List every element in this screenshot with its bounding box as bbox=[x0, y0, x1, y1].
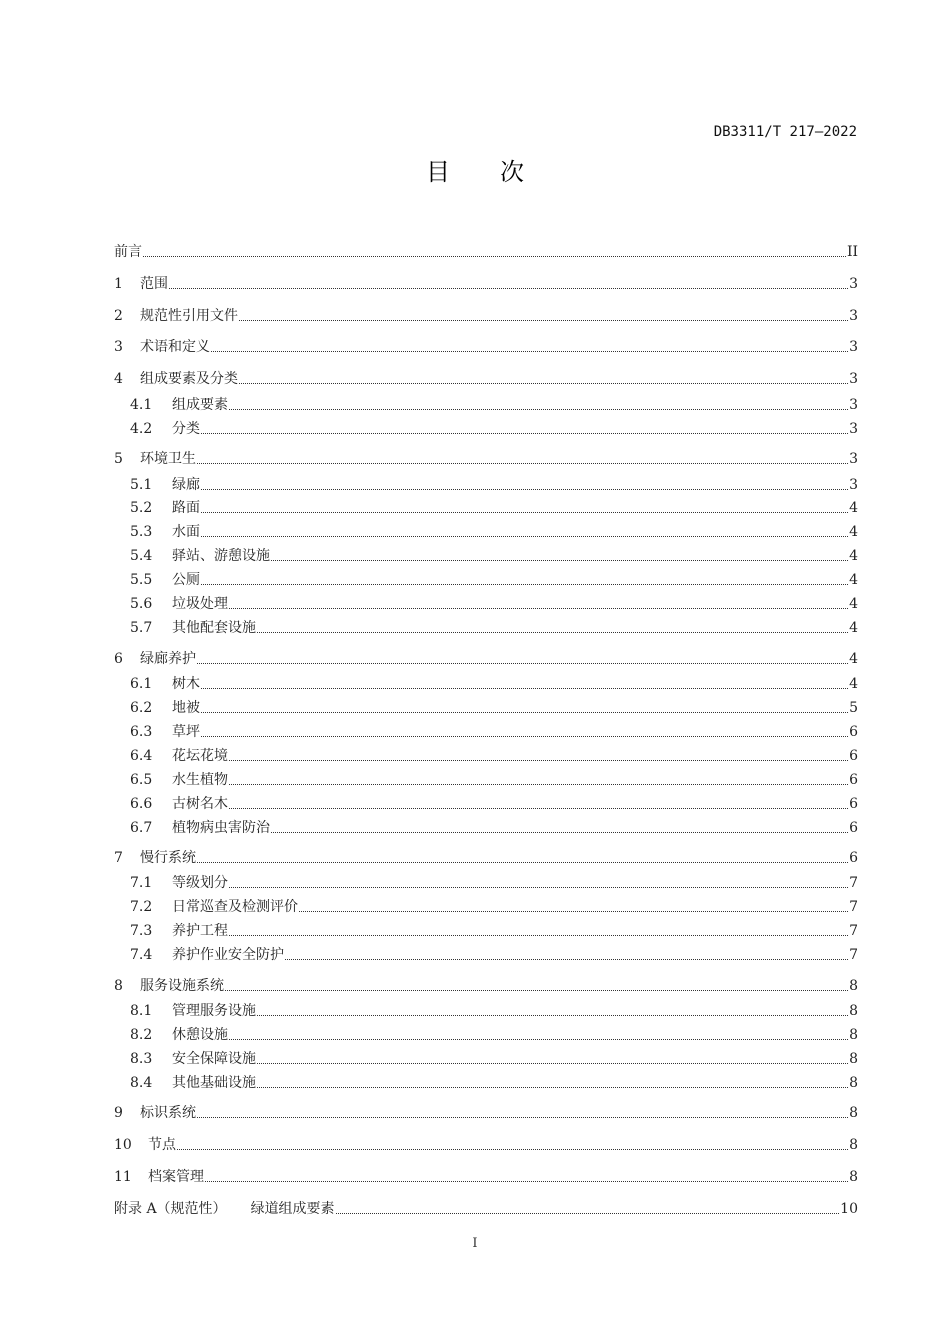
toc-entry[interactable] bbox=[130, 746, 858, 766]
toc-entry-page: 4 bbox=[849, 651, 858, 667]
toc-entry[interactable] bbox=[114, 1167, 858, 1187]
toc-entry[interactable] bbox=[114, 306, 858, 326]
dot-leader bbox=[257, 1015, 848, 1016]
toc-entry-label: 绿道组成要素 bbox=[250, 1201, 335, 1217]
toc-entry-page: 3 bbox=[849, 477, 858, 493]
toc-entry-number: 2 bbox=[114, 308, 123, 324]
toc-entry[interactable] bbox=[114, 1103, 858, 1123]
toc-entry-label: 驿站、游憩设施 bbox=[172, 548, 270, 564]
toc-entry[interactable] bbox=[130, 1073, 858, 1093]
toc-entry-label: 管理服务设施 bbox=[172, 1003, 256, 1019]
toc-entry-number: 7.2 bbox=[130, 899, 153, 915]
toc-entry[interactable] bbox=[130, 698, 858, 718]
toc-entry-number: 4 bbox=[114, 371, 123, 387]
toc-entry-page: 6 bbox=[849, 850, 858, 866]
dot-leader bbox=[197, 1117, 848, 1118]
toc-entry-page: 8 bbox=[849, 1003, 858, 1019]
toc-entry-page: 8 bbox=[849, 1105, 858, 1121]
dot-leader bbox=[257, 1087, 848, 1088]
toc-entry-page: 5 bbox=[849, 700, 858, 716]
dot-leader bbox=[229, 608, 848, 609]
toc-entry[interactable] bbox=[130, 419, 858, 439]
toc-entry-page: 3 bbox=[849, 371, 858, 387]
toc-entry-number: 7 bbox=[114, 850, 123, 866]
dot-leader bbox=[201, 536, 848, 537]
toc-entry-page: 3 bbox=[849, 421, 858, 437]
toc-entry-page: 4 bbox=[849, 524, 858, 540]
toc-entry-number: 10 bbox=[114, 1137, 132, 1153]
dot-leader bbox=[285, 959, 848, 960]
toc-entry-label: 花坛花境 bbox=[172, 748, 228, 764]
toc-entry-page: 8 bbox=[849, 1169, 858, 1185]
dot-leader bbox=[197, 463, 848, 464]
toc-entry-number: 5.3 bbox=[130, 524, 153, 540]
toc-entry[interactable] bbox=[130, 674, 858, 694]
toc-entry-label: 范围 bbox=[140, 276, 168, 292]
toc-entry-page: 7 bbox=[849, 875, 858, 891]
dot-leader bbox=[225, 990, 848, 991]
toc-entry-label: 日常巡查及检测评价 bbox=[172, 899, 298, 915]
toc-entry-number: 6.2 bbox=[130, 700, 153, 716]
dot-leader bbox=[336, 1213, 840, 1214]
toc-entry-label: 绿廊 bbox=[172, 477, 200, 493]
toc-entry-label: 休憩设施 bbox=[172, 1027, 228, 1043]
toc-entry-page: 4 bbox=[849, 620, 858, 636]
toc-entry-page: 6 bbox=[849, 772, 858, 788]
toc-entry[interactable] bbox=[130, 618, 858, 638]
toc-entry-label: 组成要素 bbox=[172, 397, 228, 413]
toc-entry-label: 其他基础设施 bbox=[172, 1075, 256, 1091]
dot-leader bbox=[201, 688, 848, 689]
toc-entry-page: 4 bbox=[849, 500, 858, 516]
toc-entry-label: 草坪 bbox=[172, 724, 200, 740]
toc-entry-page: 4 bbox=[849, 596, 858, 612]
dot-leader bbox=[239, 383, 848, 384]
toc-entry-number: 6.6 bbox=[130, 796, 153, 812]
toc-entry[interactable] bbox=[130, 395, 858, 415]
dot-leader bbox=[201, 736, 848, 737]
toc-entry[interactable] bbox=[130, 522, 858, 542]
toc-entry[interactable] bbox=[130, 594, 858, 614]
toc-entry-page: 3 bbox=[849, 397, 858, 413]
dot-leader bbox=[201, 489, 848, 490]
toc-entry-label: 环境卫生 bbox=[140, 451, 196, 467]
toc-entry-page: 3 bbox=[849, 308, 858, 324]
toc-entry-label: 水生植物 bbox=[172, 772, 228, 788]
toc-entry-page: 6 bbox=[849, 796, 858, 812]
toc-entry-page: 8 bbox=[849, 1075, 858, 1091]
toc-entry-page: 4 bbox=[849, 572, 858, 588]
toc-entry-label: 节点 bbox=[148, 1137, 176, 1153]
toc-entry-label: 植物病虫害防治 bbox=[172, 820, 270, 836]
dot-leader bbox=[271, 560, 848, 561]
toc-entry-page: 6 bbox=[849, 748, 858, 764]
toc-entry[interactable] bbox=[130, 546, 858, 566]
toc-entry[interactable] bbox=[130, 897, 858, 917]
toc-entry-number: 7.1 bbox=[130, 875, 153, 891]
toc-entry-label: 垃圾处理 bbox=[172, 596, 228, 612]
toc-entry[interactable] bbox=[130, 945, 858, 965]
toc-entry-page: 4 bbox=[849, 548, 858, 564]
toc-entry-number: 5.6 bbox=[130, 596, 153, 612]
dot-leader bbox=[239, 320, 848, 321]
page-number: I bbox=[472, 1236, 478, 1251]
toc-entry-number: 7.3 bbox=[130, 923, 153, 939]
toc-entry-number: 1 bbox=[114, 276, 123, 292]
toc-entry-number: 8.2 bbox=[130, 1027, 153, 1043]
toc-entry-number: 8 bbox=[114, 978, 123, 994]
toc-entry-label: 水面 bbox=[172, 524, 200, 540]
toc-entry-number: 8.3 bbox=[130, 1051, 153, 1067]
dot-leader bbox=[177, 1149, 848, 1150]
toc-entry-label: 古树名木 bbox=[172, 796, 228, 812]
toc-entry-label: 组成要素及分类 bbox=[140, 371, 238, 387]
toc-entry-number: 9 bbox=[114, 1105, 123, 1121]
toc-entry-page: 7 bbox=[849, 947, 858, 963]
toc-entry-number: 6 bbox=[114, 651, 123, 667]
dot-leader bbox=[229, 887, 848, 888]
toc-entry[interactable] bbox=[130, 498, 858, 518]
toc-entry-page: 7 bbox=[849, 899, 858, 915]
toc-entry-page: 8 bbox=[849, 1051, 858, 1067]
toc-entry[interactable] bbox=[130, 873, 858, 893]
toc-entry-page: 3 bbox=[849, 339, 858, 355]
toc-entry-number: 7.4 bbox=[130, 947, 153, 963]
toc-entry-label: 其他配套设施 bbox=[172, 620, 256, 636]
toc-entry-number: 6.3 bbox=[130, 724, 153, 740]
toc-entry[interactable] bbox=[114, 1135, 858, 1155]
dot-leader bbox=[299, 911, 848, 912]
dot-leader bbox=[271, 832, 848, 833]
toc-entry-label: 安全保障设施 bbox=[172, 1051, 256, 1067]
dot-leader bbox=[257, 1063, 848, 1064]
toc-entry-label: 养护工程 bbox=[172, 923, 228, 939]
toc-entry-page: 8 bbox=[849, 1027, 858, 1043]
dot-leader bbox=[229, 760, 848, 761]
toc-entry-label: 等级划分 bbox=[172, 875, 228, 891]
toc-entry-number: 6.1 bbox=[130, 676, 153, 692]
toc-entry-page: 8 bbox=[849, 1137, 858, 1153]
dot-leader bbox=[229, 409, 848, 410]
toc-entry-label: 树木 bbox=[172, 676, 200, 692]
toc-entry-page: 10 bbox=[840, 1201, 858, 1217]
toc-entry[interactable] bbox=[114, 649, 858, 669]
toc-entry-label: 绿廊养护 bbox=[140, 651, 196, 667]
dot-leader bbox=[197, 862, 848, 863]
toc-entry-label: 路面 bbox=[172, 500, 200, 516]
toc-entry-number: 8.4 bbox=[130, 1075, 153, 1091]
toc-entry-label: 慢行系统 bbox=[140, 850, 196, 866]
toc-entry-number: 5.4 bbox=[130, 548, 153, 564]
toc-entry-page: 6 bbox=[849, 820, 858, 836]
toc-entry[interactable] bbox=[130, 475, 858, 495]
dot-leader bbox=[201, 512, 848, 513]
toc-entry[interactable] bbox=[130, 818, 858, 838]
toc-entry-label: 术语和定义 bbox=[140, 339, 210, 355]
toc-entry-page: 4 bbox=[849, 676, 858, 692]
toc-entry-page: 7 bbox=[849, 923, 858, 939]
dot-leader bbox=[229, 784, 848, 785]
toc-entry-number: 5 bbox=[114, 451, 123, 467]
dot-leader bbox=[197, 663, 848, 664]
toc-entry-number: 8.1 bbox=[130, 1003, 153, 1019]
toc-entry-number: 6.7 bbox=[130, 820, 153, 836]
toc-entry[interactable] bbox=[114, 1199, 858, 1219]
toc-entry-page: 3 bbox=[849, 451, 858, 467]
toc-entry[interactable] bbox=[114, 337, 858, 357]
toc-entry[interactable] bbox=[114, 848, 858, 868]
toc-entry-number: 11 bbox=[114, 1169, 132, 1185]
dot-leader bbox=[229, 808, 848, 809]
toc-entry[interactable] bbox=[130, 1025, 858, 1045]
toc-entry-page: II bbox=[846, 244, 858, 260]
toc-entry-label: 公厕 bbox=[172, 572, 200, 588]
dot-leader bbox=[201, 433, 848, 434]
toc-entry-number: 附录 A（规范性） bbox=[114, 1201, 227, 1217]
toc-entry-label: 服务设施系统 bbox=[140, 978, 224, 994]
dot-leader bbox=[257, 632, 848, 633]
toc-entry[interactable] bbox=[130, 1049, 858, 1069]
toc-entry-page: 6 bbox=[849, 724, 858, 740]
toc-entry-label: 标识系统 bbox=[140, 1105, 196, 1121]
toc-entry[interactable] bbox=[130, 1001, 858, 1021]
toc-entry[interactable] bbox=[130, 794, 858, 814]
toc-entry-number: 5.7 bbox=[130, 620, 153, 636]
toc-entry[interactable] bbox=[114, 274, 858, 294]
toc-entry-label: 前言 bbox=[114, 244, 142, 260]
dot-leader bbox=[169, 288, 848, 289]
dot-leader bbox=[143, 256, 846, 257]
toc-entry-number: 4.2 bbox=[130, 421, 153, 437]
toc-entry[interactable] bbox=[130, 722, 858, 742]
toc-entry-label: 地被 bbox=[172, 700, 200, 716]
toc-entry[interactable] bbox=[130, 770, 858, 790]
dot-leader bbox=[211, 351, 848, 352]
toc-entry-number: 3 bbox=[114, 339, 123, 355]
dot-leader bbox=[229, 935, 848, 936]
page-title bbox=[0, 152, 950, 187]
toc-entry-label: 档案管理 bbox=[148, 1169, 204, 1185]
toc-entry-number: 5.5 bbox=[130, 572, 153, 588]
toc-entry[interactable] bbox=[130, 921, 858, 941]
dot-leader bbox=[201, 712, 848, 713]
toc-entry-label: 规范性引用文件 bbox=[140, 308, 238, 324]
toc-entry[interactable] bbox=[130, 570, 858, 590]
toc-entry-page: 3 bbox=[849, 276, 858, 292]
toc-entry[interactable] bbox=[114, 369, 858, 389]
toc-entry-number: 6.4 bbox=[130, 748, 153, 764]
toc-entry-label: 分类 bbox=[172, 421, 200, 437]
dot-leader bbox=[205, 1181, 848, 1182]
toc-entry[interactable] bbox=[114, 242, 858, 262]
dot-leader bbox=[201, 584, 848, 585]
toc-entry[interactable] bbox=[114, 449, 858, 469]
toc-entry-page: 8 bbox=[849, 978, 858, 994]
document-code: DB3311/T 217—2022 bbox=[713, 124, 857, 140]
toc-entry[interactable] bbox=[114, 976, 858, 996]
toc-entry-number: 5.1 bbox=[130, 477, 153, 493]
toc-entry-label: 养护作业安全防护 bbox=[172, 947, 284, 963]
toc-entry-number: 6.5 bbox=[130, 772, 153, 788]
title-char-2: 次 bbox=[500, 158, 524, 186]
toc-entry-number: 5.2 bbox=[130, 500, 153, 516]
dot-leader bbox=[229, 1039, 848, 1040]
toc-entry-number: 4.1 bbox=[130, 397, 153, 413]
title-char-1: 目 bbox=[426, 158, 450, 186]
